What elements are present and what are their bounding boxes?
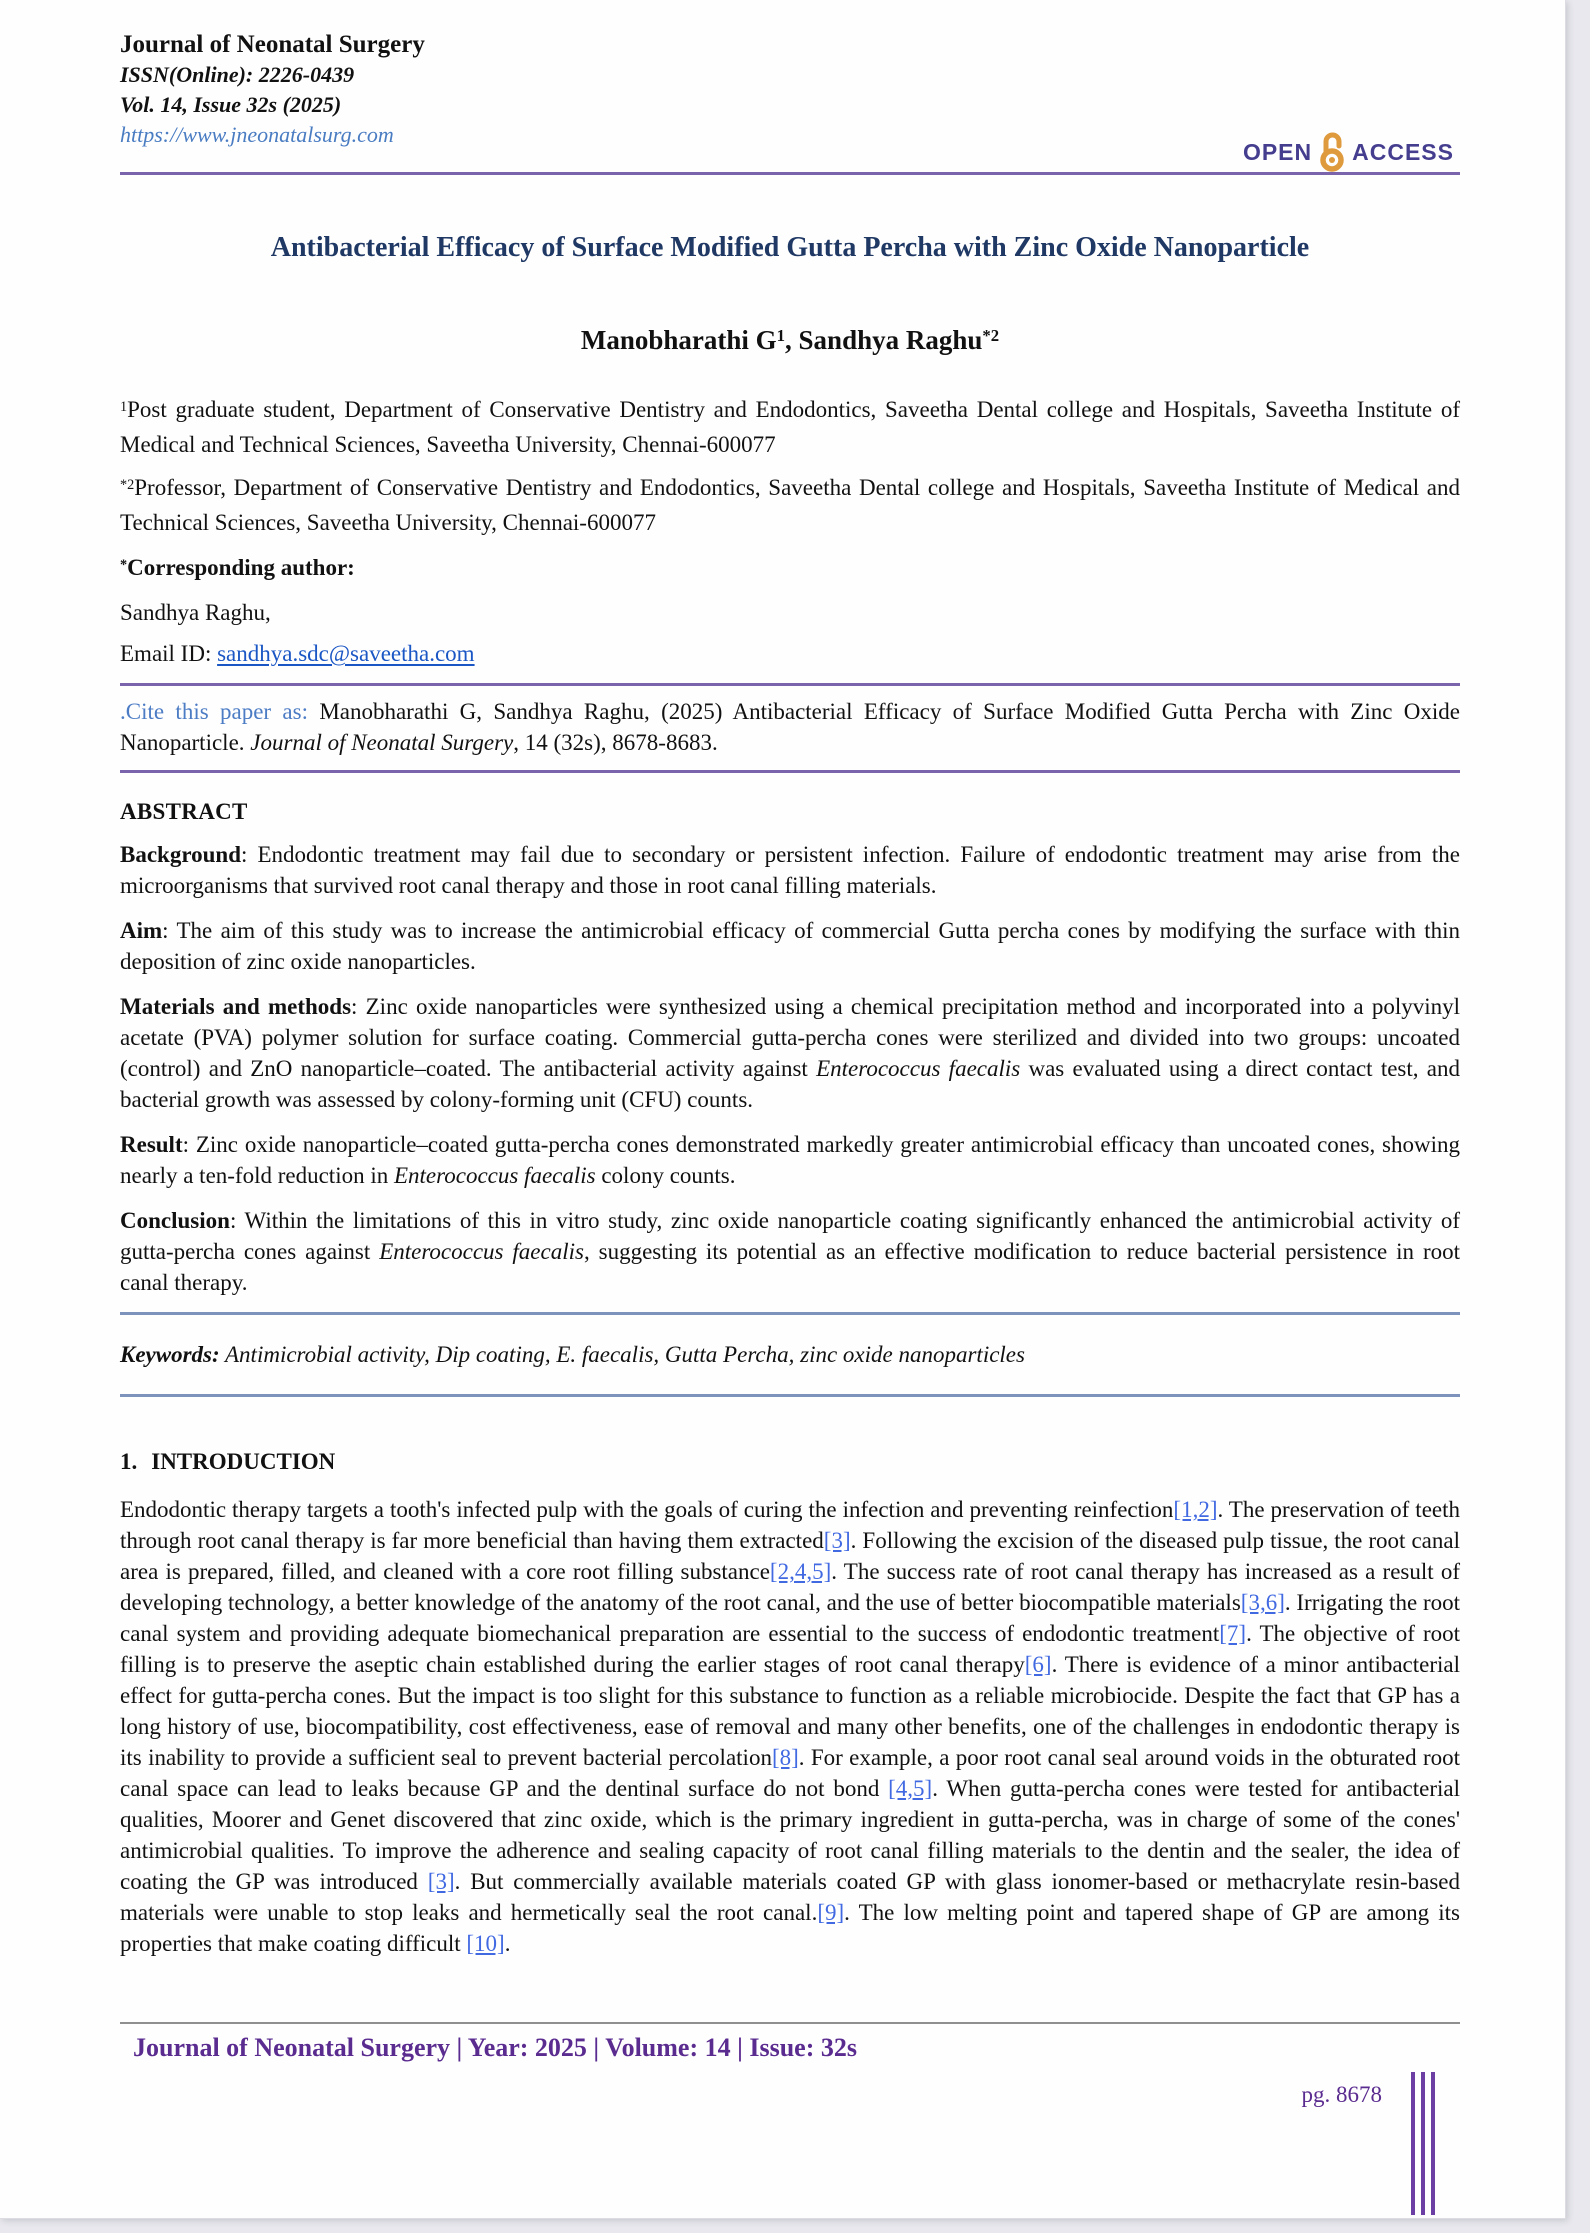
affiliation-text: Post graduate student, Department of Conservative Dentistry and Endodontics, Saveetha Dental college and Hospitals, Saveetha Institute of Medical and Technical Sciences, Saveetha University, Chennai-600077 (120, 397, 1460, 457)
introduction-heading (120, 1449, 1460, 1475)
text-segment: . For example, a poor root canal seal around voids in the obturated root canal space can lead to leaks because GP and the dentinal surface do not bond (120, 1745, 1461, 1802)
text-segment: . Irrigating the root canal system and providing adequate biomechanical preparation are essential to the success of endodontic treatment (120, 1590, 1460, 1647)
text-segment: was evaluated using a direct contact test, and bacterial growth was assessed by colony-forming unit (CFU) counts. (120, 1056, 1461, 1112)
text-segment: Aim (120, 918, 163, 943)
citation-ref-link[interactable]: [7] (1219, 1621, 1247, 1647)
email-label: Email ID: (120, 641, 218, 666)
text-segment: . When gutta-percha cones were tested for antibacterial qualities, Moorer and Genet discovered that zinc oxide, which is the primary ingredient in gutta-percha, was in charge of some of the cones' antimicrobial qualities. To improve the adherence and sealing capacity of root canal filling materials to the dentin and the sealer, the idea of coating the GP was introduced (120, 1776, 1460, 1895)
open-access-access-label: ACCESS (1352, 138, 1454, 165)
text-segment: . Following the excision of the diseased pulp tissue, the root canal area is prepared, filled, and cleaned with a core root filling substance (120, 1528, 1460, 1585)
footer-decorative-bars (1411, 2072, 1435, 2215)
citation-ref-link[interactable]: [6] (1024, 1652, 1052, 1678)
page-number: pg. 8678 (1301, 2082, 1382, 2107)
email-link[interactable]: sandhya.sdc@saveetha.com (217, 641, 475, 666)
journal-header (120, 30, 1460, 165)
text-segment: Background (120, 842, 242, 867)
abstract-background-paragraph (120, 839, 1460, 901)
affiliation-marker: 1 (120, 398, 128, 415)
text-segment: Result (120, 1132, 183, 1157)
text-segment: Endodontic therapy targets a tooth's infected pulp with the goals of curing the infection and preventing reinfection (120, 1497, 1174, 1523)
citation-text: Manobharathi G, Sandhya Raghu, (2025) Antibacterial Efficacy of Surface Modified Gutta Percha with Zinc Oxide Nanoparticle. (120, 699, 1460, 755)
citation-ref-link[interactable]: [4,5] (888, 1776, 933, 1802)
citation-text: , 14 (32s), 8678-8683. (513, 730, 718, 755)
corresponding-marker: * (120, 556, 128, 573)
text-segment: Enterococcus faecalis (816, 1056, 1021, 1081)
decorative-bar (1421, 2072, 1425, 2215)
journal-issn: ISSN(Online): 2226-0439 (120, 62, 355, 87)
footer-divider (120, 2022, 1460, 2024)
citation-ref-link[interactable]: [3] (823, 1528, 851, 1554)
author-name: , Sandhya Raghu (785, 325, 983, 355)
text-segment: : Zinc oxide nanoparticles were synthesized using a chemical precipitation method and incorporated into a polyvinyl acetate (PVA) polymer solution for surface coating. Commercial gutta-percha cones were sterilized and divided into two groups: uncoated (control) and ZnO nanoparticle–coated. The antibacterial activity against (120, 994, 1460, 1081)
text-segment: . The low melting point and tapered shape of GP are among its properties that make coating difficult (120, 1900, 1460, 1957)
keywords-line (120, 1339, 1460, 1370)
text-segment: Conclusion (120, 1208, 230, 1233)
cite-this-paper-label: .Cite this paper as: (120, 699, 308, 724)
section-number: 1. (120, 1449, 138, 1474)
text-segment: Enterococcus faecalis (393, 1163, 596, 1188)
corresponding-label-text: Corresponding author: (127, 555, 355, 580)
author-affil-marker: *2 (982, 326, 1000, 346)
citation-paragraph (120, 696, 1460, 758)
journal-url-link[interactable]: https://www.jneonatalsurg.com (120, 122, 394, 147)
article-authors (120, 325, 1460, 356)
text-segment: . But commercially available materials coated GP with glass ionomer-based or methacrylate resin-based materials were unable to stop leaks and hermetically seal the root canal. (120, 1869, 1460, 1926)
citation-journal-name: Journal of Neonatal Surgery (250, 730, 514, 755)
text-segment: : Zinc oxide nanoparticle–coated gutta-percha cones demonstrated markedly greater antimicrobial efficacy than uncoated cones, showing nearly a ten-fold reduction in (120, 1132, 1460, 1188)
text-segment: . The preservation of teeth through root canal therapy is far more beneficial than having them extracted (120, 1497, 1460, 1554)
introduction-paragraph (120, 1494, 1460, 1959)
author-name: Manobharathi G (580, 325, 777, 355)
text-segment: , suggesting its potential as an effective modification to reduce bacterial persistence in root canal therapy. (120, 1239, 1461, 1295)
keywords-text: Antimicrobial activity, Dip coating, E. faecalis, Gutta Percha, zinc oxide nanoparticles (219, 1342, 1025, 1367)
decorative-bar (1411, 2072, 1415, 2215)
journal-name: Journal of Neonatal Surgery (120, 31, 425, 58)
abstract-aim-paragraph (120, 915, 1460, 977)
open-access-logo (1243, 130, 1454, 174)
keywords-divider-top (120, 1312, 1460, 1315)
decorative-bar (1431, 2072, 1435, 2215)
abstract-conclusion-paragraph (120, 1205, 1460, 1298)
affiliation-marker: *2 (120, 476, 135, 493)
text-segment: Materials and methods (120, 994, 352, 1019)
abstract-methods-paragraph (120, 991, 1460, 1115)
section-title: INTRODUCTION (151, 1449, 336, 1474)
citation-ref-link[interactable]: [2,4,5] (769, 1559, 832, 1585)
text-segment: . (504, 1931, 511, 1957)
text-segment: . The success rate of root canal therapy has increased as a result of developing technology, a better knowledge of the anatomy of the root canal, and the use of better biocompatible materials (120, 1559, 1460, 1616)
citation-divider-top (120, 683, 1460, 686)
text-segment: colony counts. (595, 1163, 736, 1188)
citation-ref-link[interactable]: [1,2] (1173, 1497, 1218, 1523)
citation-divider-bottom (120, 770, 1460, 773)
text-segment: : Endodontic treatment may fail due to secondary or persistent infection. Failure of endodontic treatment may arise from the microorganisms that survived root canal therapy and those in root canal filling materials. (120, 842, 1460, 898)
abstract-heading: ABSTRACT (120, 799, 248, 824)
text-segment: . The objective of root filling is to preserve the aseptic chain established during the earlier stages of root canal therapy (120, 1621, 1460, 1678)
citation-ref-link[interactable]: [8] (771, 1745, 799, 1771)
citation-ref-link[interactable]: [9] (817, 1900, 845, 1926)
abstract-result-paragraph (120, 1129, 1460, 1191)
article-title: Antibacterial Efficacy of Surface Modified Gutta Percha with Zinc Oxide Nanoparticle (270, 232, 1310, 263)
open-lock-icon (1315, 130, 1349, 174)
citation-ref-link[interactable]: [3,6] (1240, 1590, 1285, 1616)
email-line (120, 638, 1460, 669)
corresponding-author-name: Sandhya Raghu, (120, 600, 271, 625)
citation-ref-link[interactable]: [10] (466, 1931, 505, 1957)
citation-ref-link[interactable]: [3] (427, 1869, 455, 1895)
footer-journal-line: Journal of Neonatal Surgery | Year: 2025 | Volume: 14 | Issue: 32s (133, 2033, 857, 2062)
text-segment: : Within the limitations of this in vitro study, zinc oxide nanoparticle coating significantly enhanced the antimicrobial activity of gutta-percha cones against (120, 1208, 1460, 1264)
affiliation-2 (120, 472, 1460, 538)
text-segment: . There is evidence of a minor antibacterial effect for gutta-percha cones. But the impact is too slight for this substance to function as a reliable microbiocide. Despite the fact that GP has a long history of use, biocompatibility, cost effectiveness, ease of removal and many other benefits, one of the challenges in endodontic therapy is its inability to provide a sufficient seal to prevent bacterial percolation (120, 1652, 1461, 1771)
text-segment: Enterococcus faecalis (379, 1239, 584, 1264)
corresponding-author-label (120, 552, 1460, 587)
text-segment: : The aim of this study was to increase the antimicrobial efficacy of commercial Gutta percha cones by modifying the surface with thin deposition of zinc oxide nanoparticles. (120, 918, 1460, 974)
affiliation-text: Professor, Department of Conservative Dentistry and Endodontics, Saveetha Dental college and Hospitals, Saveetha Institute of Medical and Technical Sciences, Saveetha University, Chennai-600077 (120, 475, 1460, 535)
journal-volume: Vol. 14, Issue 32s (2025) (120, 92, 342, 117)
keywords-label: Keywords: (120, 1342, 220, 1367)
open-access-open-label: OPEN (1242, 138, 1313, 165)
author-affil-marker: 1 (776, 326, 786, 346)
affiliation-1 (120, 394, 1460, 460)
keywords-divider-bottom (120, 1394, 1460, 1397)
